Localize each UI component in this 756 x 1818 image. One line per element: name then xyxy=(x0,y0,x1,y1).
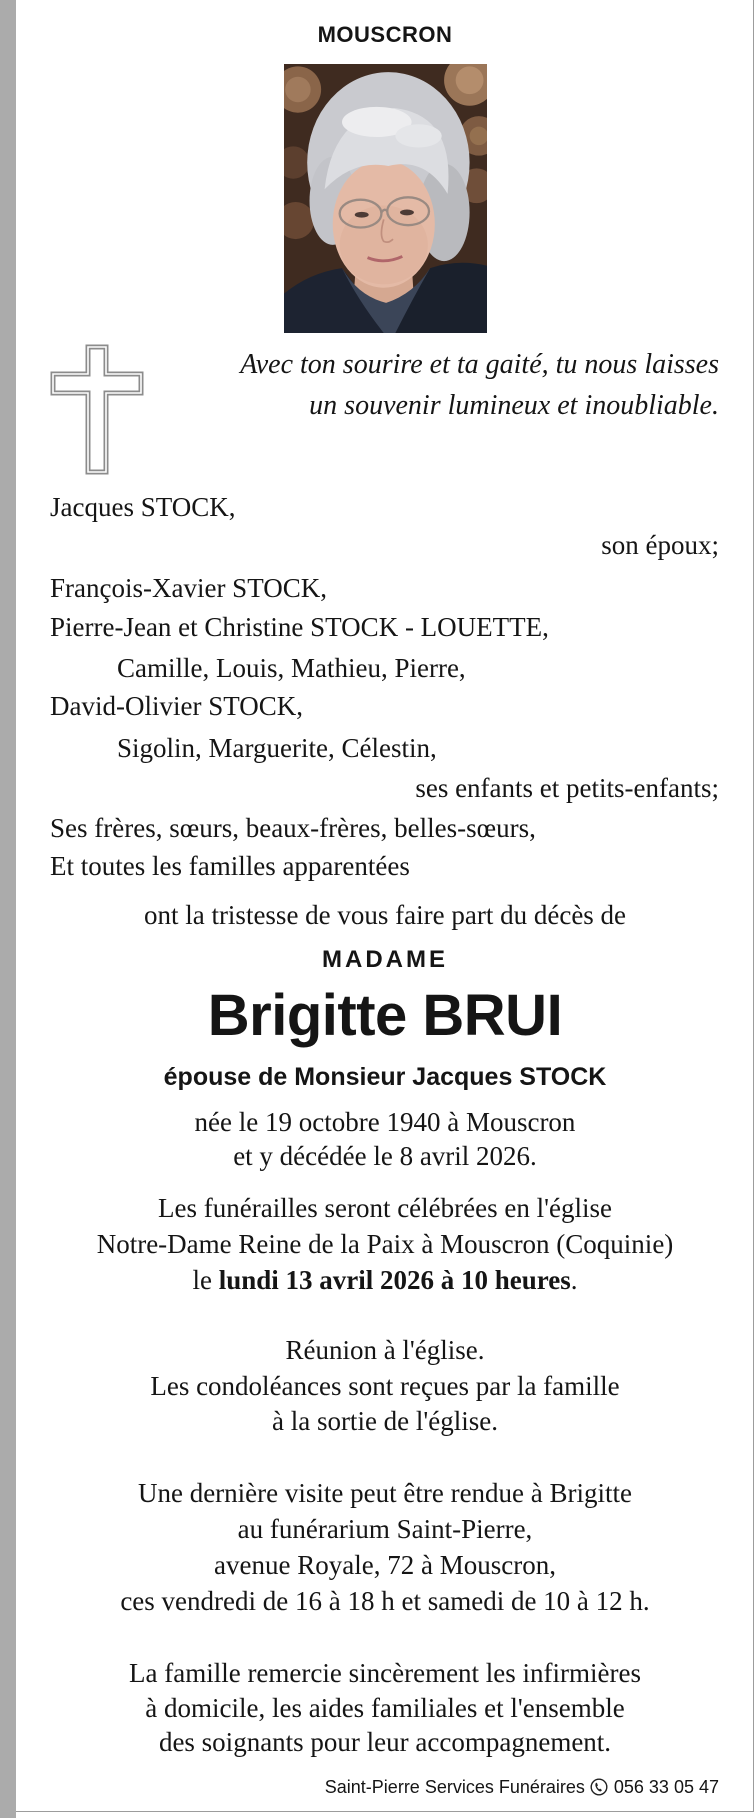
gathering-line-2: Les condoléances sont reçues par la famille xyxy=(150,1371,620,1401)
visit-line-1: Une dernière visite peut être rendue à Brigitte xyxy=(137,1478,633,1508)
cross-icon xyxy=(50,344,144,475)
family-child-3: David-Olivier STOCK, xyxy=(50,691,303,721)
visit-line-3: avenue Royale, 72 à Mouscron, xyxy=(214,1550,556,1580)
family-grandchildren-2: Camille, Louis, Mathieu, Pierre, xyxy=(117,653,466,683)
quote-line-1: Avec ton sourire et ta gaité, tu nous laisses xyxy=(240,349,719,380)
family-siblings: Ses frères, sœurs, beaux-frères, belles-sœurs, xyxy=(50,813,536,843)
deceased-spouse-line: épouse de Monsieur Jacques STOCK xyxy=(163,1063,607,1091)
announcement-intro: ont la tristesse de vous faire part du décès de xyxy=(143,900,627,930)
gathering-line-3: à la sortie de l'église. xyxy=(271,1406,499,1436)
gathering-line-1: Réunion à l'église. xyxy=(285,1335,485,1365)
funeral-date-line xyxy=(16,1262,754,1298)
thanks-line-1: La famille remercie sincèrement les infirmières xyxy=(129,1658,641,1688)
left-frame-strip xyxy=(0,0,16,1818)
family-children-role: ses enfants et petits-enfants; xyxy=(415,773,719,803)
family-child-1: François-Xavier STOCK, xyxy=(50,573,327,603)
phone-icon xyxy=(590,1778,608,1796)
funeral-line-1: Les funérailles seront célébrées en l'église xyxy=(158,1193,612,1223)
birth-line: née le 19 octobre 1940 à Mouscron xyxy=(194,1107,576,1137)
funeral-line-2: Notre-Dame Reine de la Paix à Mouscron (Coquinie) xyxy=(96,1229,674,1259)
funeral-home-phone: 056 33 05 47 xyxy=(613,1777,719,1797)
portrait-photo xyxy=(284,64,487,333)
visit-line-2: au funérarium Saint-Pierre, xyxy=(237,1514,533,1544)
family-child-2: Pierre-Jean et Christine STOCK - LOUETTE, xyxy=(50,612,549,642)
city-heading: MOUSCRON xyxy=(317,22,453,47)
family-spouse: Jacques STOCK, xyxy=(50,492,236,522)
funeral-home-name: Saint-Pierre Services Funéraires xyxy=(324,1777,585,1797)
bottom-frame-border xyxy=(16,1811,754,1812)
family-grandchildren-3: Sigolin, Marguerite, Célestin, xyxy=(117,733,437,763)
deceased-title: MADAME xyxy=(322,946,448,973)
family-spouse-role: son époux; xyxy=(601,530,719,560)
funeral-date: lundi 13 avril 2026 à 10 heures xyxy=(218,1265,571,1295)
thanks-line-2: à domicile, les aides familiales et l'ensemble xyxy=(145,1693,625,1723)
funeral-date-suffix: . xyxy=(570,1265,578,1295)
family-relatives: Et toutes les familles apparentées xyxy=(50,851,410,881)
funeral-date-prefix: le xyxy=(192,1265,212,1295)
thanks-line-3: des soignants pour leur accompagnement. xyxy=(158,1727,612,1757)
death-line: et y décédée le 8 avril 2026. xyxy=(233,1141,537,1171)
visit-line-4: ces vendredi de 16 à 18 h et samedi de 10 à 12 h. xyxy=(120,1586,650,1616)
quote-line-2: un souvenir lumineux et inoubliable. xyxy=(309,390,719,421)
funeral-home-footer xyxy=(325,1775,719,1799)
deceased-name: Brigitte BRUI xyxy=(207,983,563,1048)
